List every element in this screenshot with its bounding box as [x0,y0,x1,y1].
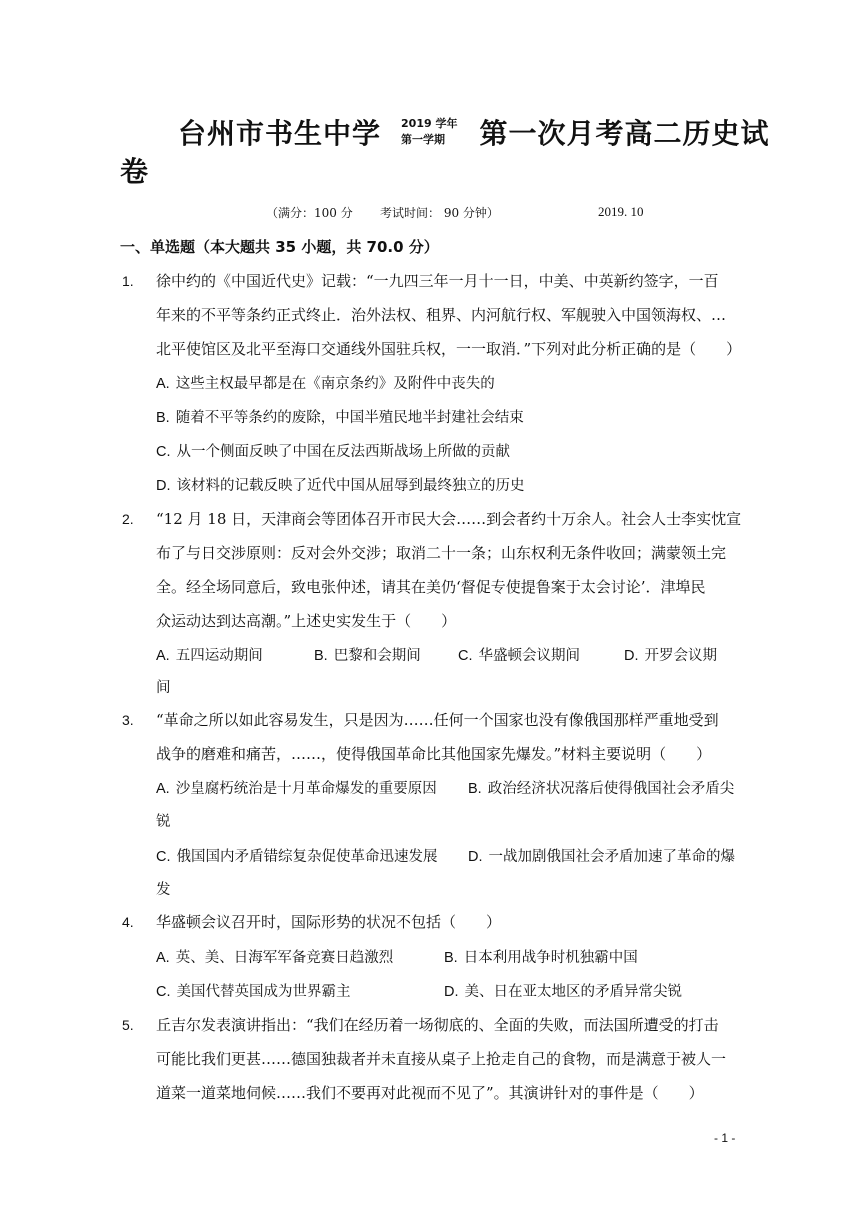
question-text-line: 北平使馆区及北平至海口交通线外国驻兵权，一一取消．”下列对此分析正确的是（ ） [156,340,742,358]
question-text-line: 华盛顿会议召开时，国际形势的状况不包括（ ） [156,913,502,931]
question-text-line: 可能比我们更甚……德国独裁者并未直接从桌子上抢走自己的食物，而是满意于被人一 [156,1050,727,1068]
score-info: （满分：100 分 [266,206,353,220]
exam-date: 2019. 10 [598,204,644,219]
option-a[interactable]: A. 五四运动期间 [156,648,263,664]
option-b[interactable]: B. 随着不平等条约的废除，中国半殖民地半封建社会结束 [156,410,524,426]
question-text-line: 徐中约的《中国近代史》记载：“一九四三年一月十一日，中美、中英新约签字，一百 [156,272,719,290]
option-c[interactable]: C. 从一个侧面反映了中国在反法西斯战场上所做的贡献 [156,444,510,460]
page-number: - 1 - [714,1131,736,1145]
question-text-line: 全。经全场同意后，致电张仲述，请其在美仍‘督促专使提鲁案于太会讨论’．津埠民 [156,578,706,596]
question-text-line: 年来的不平等条约正式终止．治外法权、租界、内河航行权、军舰驶入中国领海权、… [156,306,727,324]
option-d[interactable]: D. 一战加剧俄国社会矛盾加速了革命的爆 [468,849,735,865]
option-wrap: 间 [156,680,171,696]
option-c[interactable]: C. 华盛顿会议期间 [458,648,580,664]
option-wrap: 锐 [156,814,171,830]
option-d[interactable]: D. 美、日在亚太地区的矛盾异常尖锐 [444,984,682,1000]
title-exam-name: 第一次月考高二历史试 [479,117,770,150]
question-text-line: 丘吉尔发表演讲指出：“我们在经历着一场彻底的、全面的失败，而法国所遭受的打击 [156,1016,719,1034]
title-school: 台州市书生中学 [178,117,382,150]
title-year: 2019 学年 [401,117,458,130]
option-a[interactable]: A. 这些主权最早都是在《南京条约》及附件中丧失的 [156,376,495,392]
question-number: 1. [122,273,134,289]
option-a[interactable]: A. 沙皇腐朽统治是十月革命爆发的重要原因 [156,781,437,797]
question-text-line: 布了与日交涉原则：反对会外交涉；取消二十一条；山东权利无条件收回；满蒙领土完 [156,544,727,562]
question-text-line: “革命之所以如此容易发生，只是因为……任何一个国家也没有像俄国那样严重地受到 [156,711,719,729]
title-wrap: 卷 [120,155,149,188]
option-c[interactable]: C. 俄国国内矛盾错综复杂促使革命迅速发展 [156,849,438,865]
option-wrap: 发 [156,882,171,898]
title-term: 第一学期 [401,133,446,146]
question-number: 4. [122,914,134,930]
question-number: 2. [122,511,134,527]
option-d[interactable]: D. 该材料的记载反映了近代中国从屈辱到最终独立的历史 [156,478,525,494]
section-heading: 一、单选题（本大题共 35 小题，共 70.0 分） [120,238,439,256]
option-a[interactable]: A. 英、美、日海军军备竞赛日趋激烈 [156,950,394,966]
question-text-line: “12 月 18 日，天津商会等团体召开市民大会……到会者约十万余人。社会人士李实忱宣 [156,510,742,528]
exam-title [178,104,769,160]
question-text-line: 众运动达到达高潮。”上述史实发生于（ ） [156,612,457,630]
option-c[interactable]: C. 美国代替英国成为世界霸主 [156,984,351,1000]
question-text-line: 战争的磨难和痛苦，……，使得俄国革命比其他国家先爆发。”材料主要说明（ ） [156,745,712,763]
question-number: 3. [122,712,134,728]
time-info: 考试时间： 90 分钟） [380,206,499,220]
question-text-line: 道菜一道菜地伺候……我们不要再对此视而不见了”。其演讲针对的事件是（ ） [156,1084,704,1102]
option-b[interactable]: B. 政治经济状况落后使得俄国社会矛盾尖 [468,781,735,797]
option-d[interactable]: D. 开罗会议期 [624,648,717,664]
question-number: 5. [122,1017,134,1033]
option-b[interactable]: B. 巴黎和会期间 [314,648,421,664]
title-term-stack [401,116,457,148]
option-b[interactable]: B. 日本利用战争时机独霸中国 [444,950,638,966]
